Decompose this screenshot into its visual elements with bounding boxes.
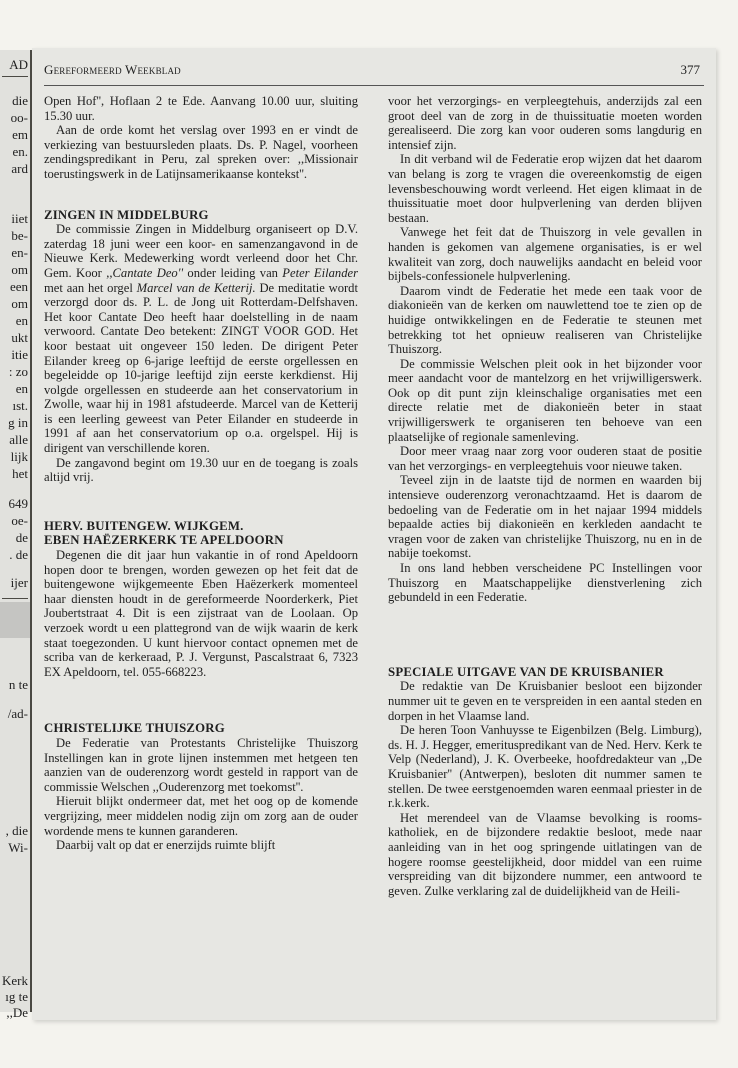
publication-title: Gereformeerd Weekblad bbox=[44, 62, 181, 77]
italic-conductor-name: Peter Eilander bbox=[282, 265, 358, 280]
margin-fragment: oo- bbox=[10, 110, 28, 125]
section-heading-herv: HERV. BUITENGEW. WIJKGEM. EBEN HAËZERKERK TE APELDOORN bbox=[44, 518, 284, 548]
page-number: 377 bbox=[680, 62, 700, 77]
margin-fragment: : zo bbox=[8, 364, 28, 379]
margin-fragment: n te bbox=[8, 677, 28, 692]
margin-fragment: ,,De bbox=[6, 1005, 28, 1020]
margin-fragment: om bbox=[11, 296, 28, 311]
margin-fragment: oe- bbox=[11, 513, 28, 528]
margin-fragment: be- bbox=[11, 228, 28, 243]
margin-rule bbox=[2, 598, 28, 599]
margin-fragment: een bbox=[9, 279, 28, 294]
paragraph: Vanwege het feit dat de Thuiszorg in vele gevallen in handen is gekomen van algemene organisaties, is er wel kwaliteit van zorg, doch nauwelijks aandacht en beleid voor bijbels-confessionele hulpverlening. bbox=[388, 225, 702, 284]
paragraph: Degenen die dit jaar hun vakantie in of rond Apeldoorn hopen door te brengen, worden gewezen op het feit dat de buitengewone wijkgemeente Eben Haëzerkerk momenteel haar diensten houdt in de gereformeerde Noorderkerk, Piet Joubertstraat 4. Dit is een zijstraat van de Loolaan. Op verzoek wordt u een plattegrond van de wijk waarin de kerk staat toegezonden. U kunt hiervoor contact opnemen met de scriba van de kerkeraad, P. J. Vergunst, Pascalstraat 6, 7323 EX Apeldoorn, tel. 055-668223. bbox=[44, 548, 358, 679]
running-header bbox=[44, 62, 704, 82]
paragraph: Aan de orde komt het verslag over 1993 en er vindt de verkiezing van bestuursleden plaats. Ds. P. Nagel, voorheen zendingspredikant in Peru, zal spreken over: ,,Missionair toerustingswerk in de Latijnsamerikaanse kontekst''. bbox=[44, 123, 358, 181]
paragraph: In ons land hebben verscheidene PC Instellingen voor Thuiszorg en Maatschappelijke dienstverlening zich gebundeld in een Federatie. bbox=[388, 561, 702, 605]
margin-fragment: ijer bbox=[10, 575, 28, 590]
margin-fragment: en bbox=[15, 381, 28, 396]
paragraph: Teveel zijn in de laatste tijd de normen en waarden bij intensieve ouderenzorg veronachtzaamd. Het is daarom de bedoeling van de Federatie om in het najaar 1994 middels bepaalde acties bij diakonieën en kerkleden aandacht te vragen voor de zaken van christelijke Thuiszorg, nu en in de nabije toekomst. bbox=[388, 473, 702, 561]
section-heading-thuiszorg: CHRISTELIJKE THUISZORG bbox=[44, 721, 225, 736]
paragraph: voor het verzorgings- en verpleegtehuis, anderzijds zal een groot deel van de zorg in de thuissituatie moeten worden gerealiseerd. Die zorg kan voor ouderen soms langdurig en intensief zijn. bbox=[388, 94, 702, 152]
section-heading-kruisbanier: SPECIALE UITGAVE VAN DE KRUISBANIER bbox=[388, 664, 664, 679]
paragraph: De redaktie van De Kruisbanier besloot een bijzonder nummer uit te geven en te verspreiden in een aantal steden en dorpen in het Vlaamse land. bbox=[388, 679, 702, 723]
margin-fragment: Wi- bbox=[8, 840, 28, 855]
margin-fragment: em bbox=[12, 127, 28, 142]
magazine-page bbox=[32, 48, 716, 1020]
margin-fragment: iiet bbox=[11, 211, 28, 226]
margin-fragment: , die bbox=[5, 823, 28, 838]
margin-fragment: g in bbox=[8, 415, 28, 430]
margin-rule bbox=[2, 76, 28, 77]
paragraph: De heren Toon Vanhuysse te Eigenbilzen (Belg. Limburg), ds. H. J. Hegger, emerituspredikant van de Ned. Herv. Kerk te Velp (Nederland), J. K. Overbeeke, hoofdredakteur van ,,De Kruisbanier'' (Antwerpen), besloten dit nummer samen te stellen. De twee eerstgenoemden waren eenmaal priester in de r.k.kerk. bbox=[388, 723, 702, 811]
paragraph: De commissie Zingen in Middelburg organiseert op D.V. zaterdag 18 juni weer een koor- en samenzangavond in de Nieuwe Kerk. Medewerking wordt verleend door het Chr. Gem. Koor ,,Cantate Deo'' onder leiding van Peter Eilander met aan het orgel Marcel van de Ketterij. De meditatie wordt verzorgd door ds. P. L. de Jong uit Rotterdam-Delfshaven. Het koor Cantate Deo heeft haar doelstelling in de naam verwoord. Cantate Deo betekent: ZINGT VOOR GOD. Het koor bestaat uit ongeveer 150 leden. De dirigent Peter Eilander kreeg op 6-jarige leeftijd de eerste orgellessen en begeleidde op 10-jarige leeftijd zijn eerste kerkdienst. Hij volgde orgellessen en studeerde aan het conservatorium in Zwolle, waar hij in 1981 afstudeerde. Marcel van de Ketterij is een leerling geweest van Peter Eilander en studeerde in 1991 af aan het conservatorium op o.a. orgelspel. Hij is dirigent van verschillende koren. bbox=[44, 222, 358, 456]
paragraph: In dit verband wil de Federatie erop wijzen dat het daarom van belang is zorg te vragen die overeenkomstig de eigen levensbeschouwing wordt verleend. Het eigen klimaat in de thuissituatie moet door hulpverlening van derden blijven bestaan. bbox=[388, 152, 702, 225]
margin-fragment: Kerk bbox=[2, 973, 28, 988]
italic-organist-name: Marcel van de Ketterij. bbox=[136, 280, 256, 295]
margin-fragment: die bbox=[12, 93, 28, 108]
paragraph: Het merendeel van de Vlaamse bevolking is rooms-katholiek, en de bijzondere redaktie besloot, mede naar aanleiding van in het oog springende uitlatingen van de hogere roomse geestelijkheid, door middel van een ruime verspreiding van dit bijzondere nummer, een antwoord te geven. Zulke verklaring zal de duidelijkheid van de Heili- bbox=[388, 810, 702, 898]
margin-fragment: . de bbox=[9, 547, 28, 562]
margin-fragment: ukt bbox=[11, 330, 28, 345]
margin-fragment: lijk bbox=[10, 449, 28, 464]
paragraph: Daarbij valt op dat er enerzijds ruimte blijft bbox=[56, 838, 276, 853]
paragraph: Open Hof'', Hoflaan 2 te Ede. Aanvang 10.00 uur, sluiting 15.30 uur. bbox=[44, 94, 358, 123]
paragraph: De Federatie van Protestants Christelijke Thuiszorg Instellingen kan in grote lijnen instemmen met hetgeen ten aanzien van de ouderenzorg wordt gesteld in rapport van de commissie Welschen ,,Ouderenzorg met toekomst''. bbox=[44, 735, 358, 794]
margin-fragment: alle bbox=[9, 432, 28, 447]
section-heading-zingen: ZINGEN IN MIDDELBURG bbox=[44, 207, 209, 222]
margin-fragment: en- bbox=[11, 245, 28, 260]
paragraph: De zangavond begint om 19.30 uur en de toegang is zoals altijd vrij. bbox=[44, 455, 358, 485]
right-column bbox=[388, 94, 702, 898]
margin-fragment: ıst. bbox=[12, 398, 28, 413]
margin-fragment: ard bbox=[11, 161, 28, 176]
margin-fragment: om bbox=[11, 262, 28, 277]
margin-fragment: en. bbox=[12, 144, 28, 159]
margin-fragment: 649 bbox=[8, 496, 28, 511]
margin-fragment: AD bbox=[9, 57, 28, 72]
paragraph: Daarom vindt de Federatie het mede een taak voor de diakonieën van de kerken om nauwlettend toe te zien op de huidige ontwikkelingen en de Federatie te steunen met betrekking tot het opnieuw realiseren van Christelijke Thuiszorg. bbox=[388, 283, 702, 357]
margin-fragment: itie bbox=[11, 347, 28, 362]
paragraph: Door meer vraag naar zorg voor ouderen staat de positie van het verzorgings- en verpleegtehuis voor nieuwe taken. bbox=[388, 444, 702, 473]
margin-shaded-block bbox=[0, 602, 30, 638]
margin-fragment: ıg te bbox=[5, 989, 28, 1004]
paragraph: De commissie Welschen pleit ook in het bijzonder voor meer aandacht voor de mantelzorg en het vrijwilligerswerk. Ook op dit punt zijn kleinschalige organisaties met een directe relatie met de diakonieën beter in staat vrijwilligerswerk te organiseren ten behoeve van een plaatselijke of regionale samenleving. bbox=[388, 356, 702, 444]
header-rule bbox=[44, 85, 704, 86]
margin-fragment: het bbox=[12, 466, 28, 481]
margin-fragment: de bbox=[15, 530, 28, 545]
left-column bbox=[44, 94, 358, 853]
adjacent-page-strip bbox=[0, 50, 32, 1020]
margin-fragment: /ad- bbox=[7, 706, 28, 721]
paragraph: Hieruit blijkt ondermeer dat, met het oog op de komende vergrijzing, meer middelen nodig zijn om zorg aan de ouder wordende mens te kunnen garanderen. bbox=[44, 794, 358, 838]
margin-fragment: en bbox=[15, 313, 28, 328]
italic-choir-name: ,,Cantate Deo'' bbox=[106, 265, 184, 280]
